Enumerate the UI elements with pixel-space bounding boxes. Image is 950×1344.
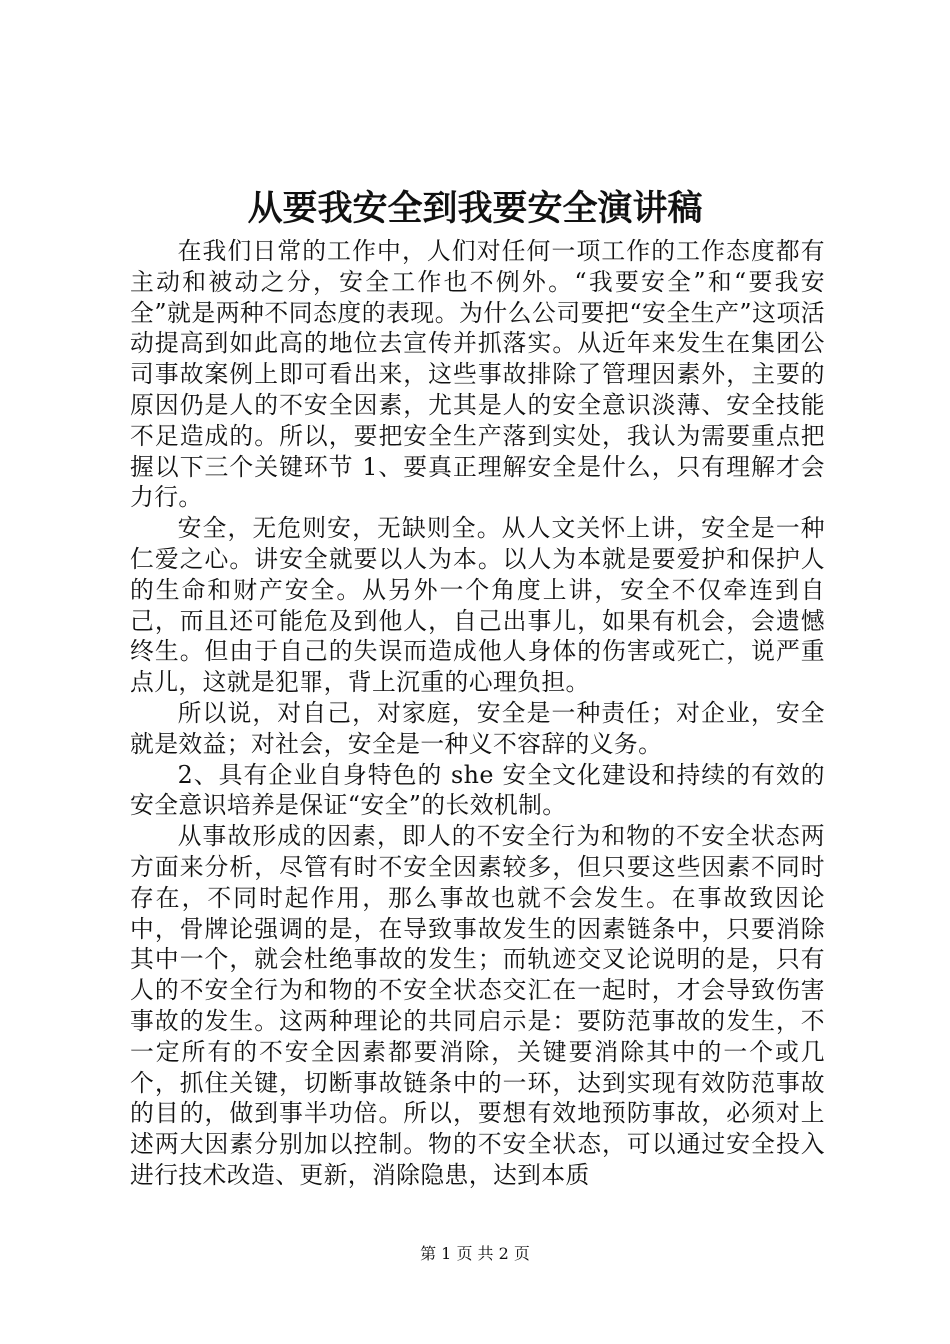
document-title: 从要我安全到我要安全演讲稿 (247, 188, 703, 229)
document-body (130, 236, 825, 1191)
paragraph-5: 从事故形成的因素，即人的不安全行为和物的不安全状态两方面来分析，尽管有时不安全因素较多，但只要这些因素不同时存在，不同时起作用，那么事故也就不会发生。在事故致因论中，骨牌论强调的是，在导致事故发生的因素链条中，只要消除其中一个，就会杜绝事故的发生；而轨迹交叉论说明的是，只有人的不安全行为和物的不安全状态交汇在一起时，才会导致伤害事故的发生。这两种理论的共同启示是：要防范事故的发生，不一定所有的不安全因素都要消除，关键要消除其中的一个或几个，抓住关键，切断事故链条中的一环，达到实现有效防范事故的目的，做到事半功倍。所以，要想有效地预防事故，必须对上述两大因素分别加以控制。物的不安全状态，可以通过安全投入进行技术改造、更新，消除隐患，达到本质 (130, 822, 825, 1189)
page-number-footer: 第 1 页 共 2 页 (420, 1244, 530, 1263)
paragraph-4: 2、具有企业自身特色的 she 安全文化建设和持续的有效的安全意识培养是保证“安全”的长效机制。 (130, 760, 825, 820)
paragraph-2: 安全，无危则安，无缺则全。从人文关怀上讲，安全是一种仁爱之心。讲安全就要以人为本。以人为本就是要爱护和保护人的生命和财产安全。从另外一个角度上讲，安全不仅牵连到自己，而且还可能危及到他人，自己出事儿，如果有机会，会遗憾终生。但由于自己的失误而造成他人身体的伤害或死亡，说严重点儿，这就是犯罪，背上沉重的心理负担。 (130, 514, 825, 697)
paragraph-3: 所以说，对自己，对家庭，安全是一种责任；对企业，安全就是效益；对社会，安全是一种义不容辞的义务。 (130, 698, 825, 758)
paragraph-1: 在我们日常的工作中，人们对任何一项工作的工作态度都有主动和被动之分，安全工作也不例外。“我要安全”和“要我安全”就是两种不同态度的表现。为什么公司要把“安全生产”这项活动提高到如此高的地位去宣传并抓落实。从近年来发生在集团公司事故案例上即可看出来，这些事故排除了管理因素外，主要的原因仍是人的不安全因素，尤其是人的安全意识淡薄、安全技能不足造成的。所以，要把安全生产落到实处，我认为需要重点把握以下三个关键环节 1、要真正理解安全是什么，只有理解才会力行。 (130, 237, 825, 512)
